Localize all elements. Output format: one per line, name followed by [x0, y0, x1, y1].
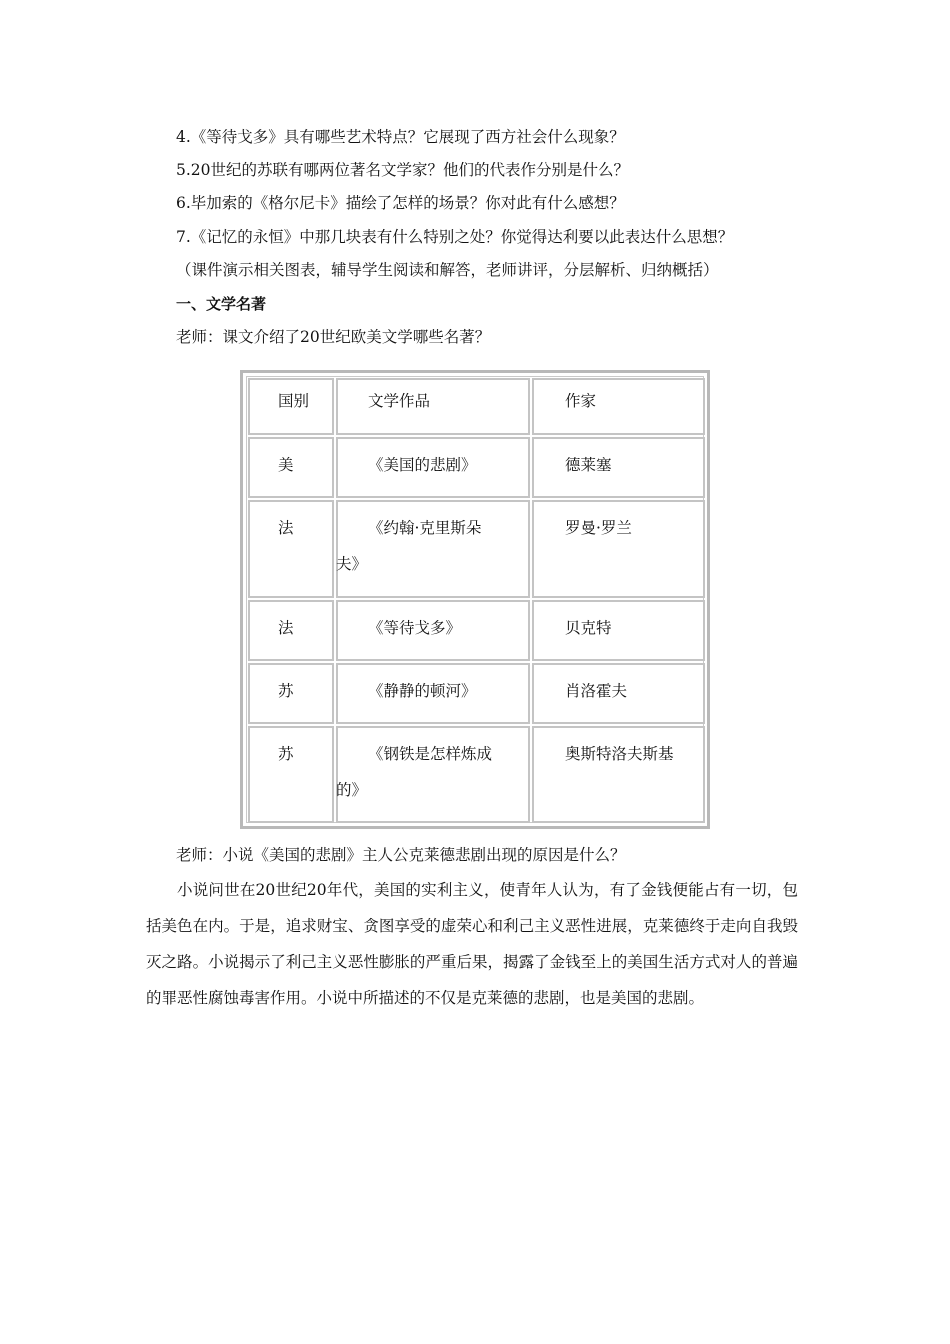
row1-author: 德莱塞 [565, 456, 612, 474]
row2-work-continued: 夫》 [336, 555, 368, 573]
literature-table [240, 370, 710, 829]
table-cell [532, 600, 705, 661]
row5-author: 奥斯特洛夫斯基 [565, 745, 674, 763]
row2-country: 法 [278, 519, 294, 537]
question-5: 5.20世纪的苏联有哪两位著名文学家？他们的代表作分别是什么？ [176, 161, 630, 179]
row3-country: 法 [278, 619, 294, 637]
row4-author: 肖洛霍夫 [565, 682, 628, 700]
row3-work: 《等待戈多》 [368, 619, 462, 637]
row2-author: 罗曼·罗兰 [565, 519, 632, 537]
row5-work: 《钢铁是怎样炼成 [368, 745, 493, 763]
teacher-question-2: 老师：小说《美国的悲剧》主人公克莱德悲剧出现的原因是什么？ [176, 846, 626, 864]
teaching-note: （课件演示相关图表，辅导学生阅读和解答，老师讲评，分层解析、归纳概括） [176, 261, 719, 279]
header-country: 国别 [278, 392, 310, 410]
answer-paragraph: 小说问世在20世纪20年代，美国的实利主义，使青年人认为，有了金钱便能占有一切，包括美色在内。于是，追求财宝、贪图享受的虚荣心和利己主义恶性进展，克莱德终于走向自我毁灭之路。小说揭示了利己主义恶性膨胀的严重后果，揭露了金钱至上的美国生活方式对人的普遍的罪恶性腐蚀毒害作用。小说中所描述的不仅是克莱德的悲剧，也是美国的悲剧。 [146, 881, 798, 1007]
row5-country: 苏 [278, 745, 294, 763]
header-cell-work [336, 378, 530, 435]
row5-work-continued: 的》 [336, 781, 368, 799]
question-4: 4.《等待戈多》具有哪些艺术特点？它展现了西方社会什么现象？ [176, 128, 625, 146]
row4-work: 《静静的顿河》 [368, 682, 477, 700]
row4-country: 苏 [278, 682, 294, 700]
section-heading: 一、文学名著 [176, 295, 267, 313]
teacher-question-1: 老师：课文介绍了20世纪欧美文学哪些名著？ [176, 328, 491, 346]
table-cell [532, 437, 705, 498]
row1-country: 美 [278, 456, 294, 474]
row3-author: 贝克特 [565, 619, 612, 637]
header-work: 文学作品 [368, 392, 431, 410]
row1-work: 《美国的悲剧》 [368, 456, 477, 474]
question-6: 6.毕加索的《格尔尼卡》描绘了怎样的场景？你对此有什么感想？ [176, 194, 625, 212]
row2-work: 《约翰·克里斯朵 [368, 519, 482, 537]
header-author: 作家 [565, 392, 597, 410]
header-cell-author [532, 378, 705, 435]
question-7: 7.《记忆的永恒》中那几块表有什么特别之处？你觉得达利要以此表达什么思想？ [176, 228, 734, 246]
